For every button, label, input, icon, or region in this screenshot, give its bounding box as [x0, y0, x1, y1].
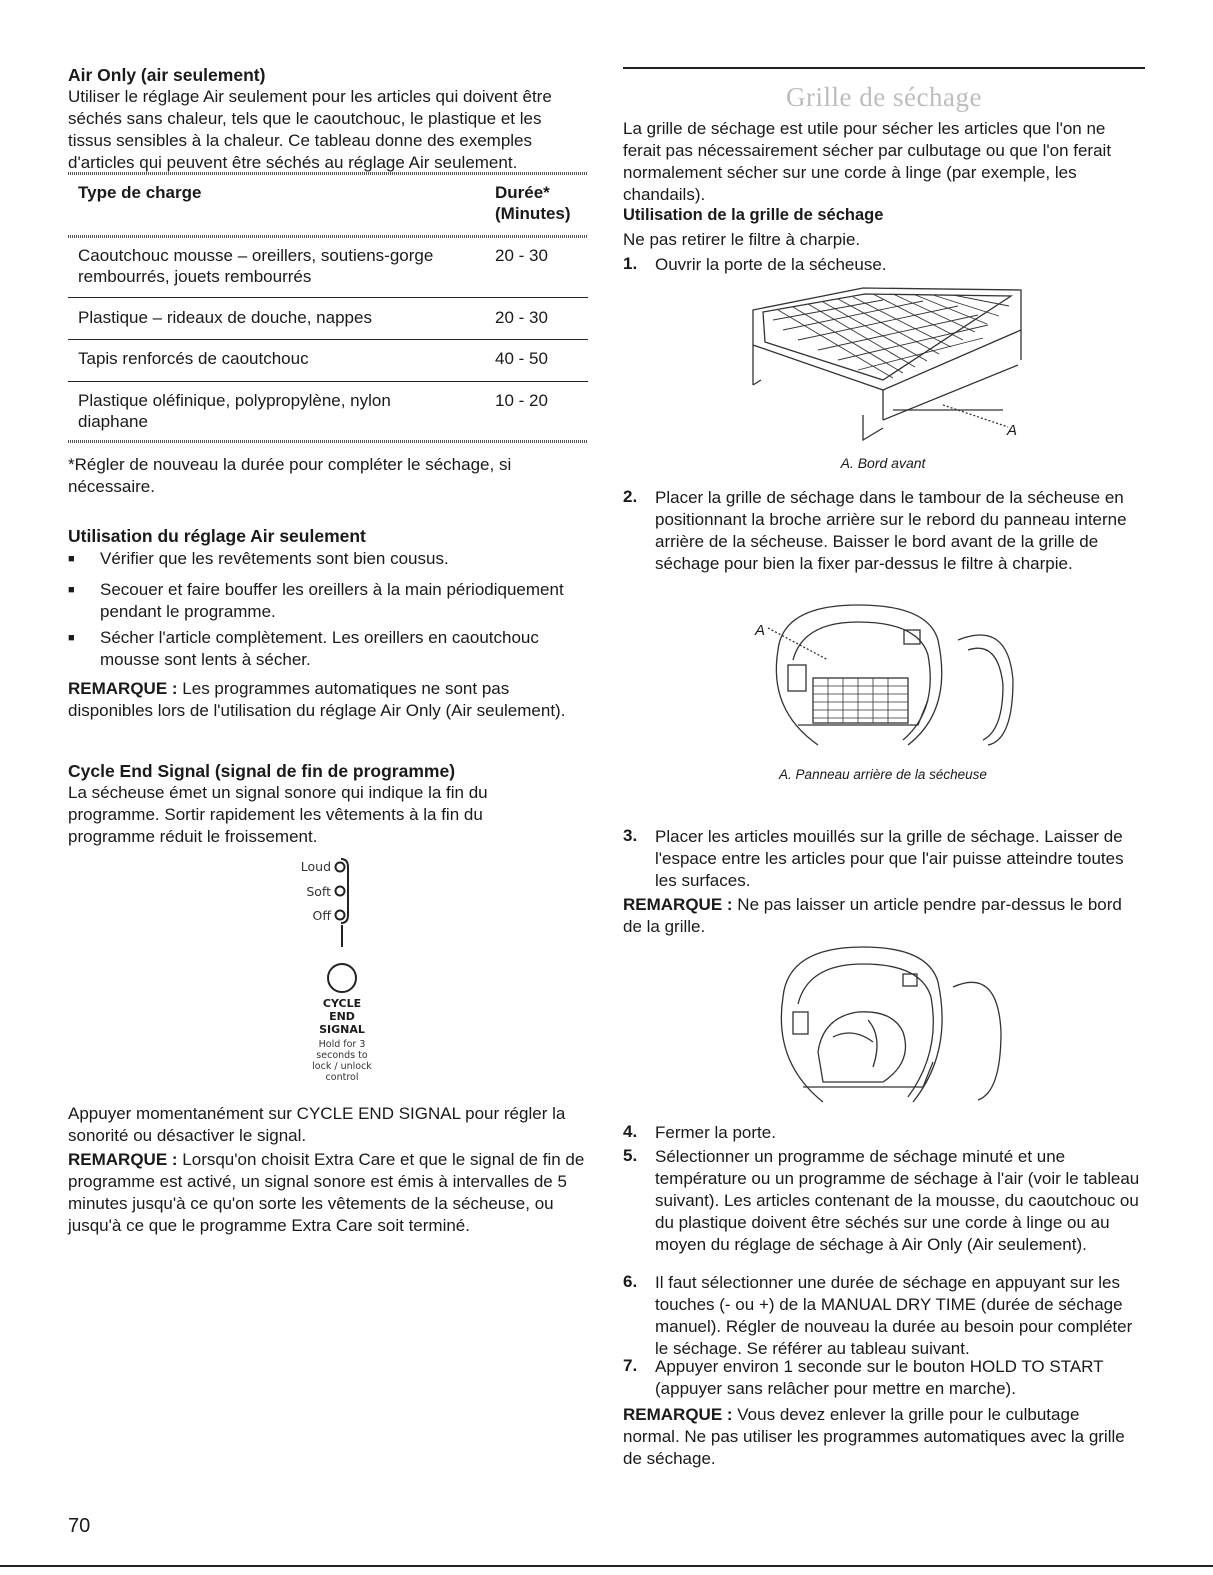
signal-title-line: SIGNAL — [319, 1023, 365, 1036]
fig2-label: A — [755, 622, 766, 639]
remark-auto-programs: REMARQUE : Les programmes automatiques ne sont pas disponibles lors de l'utilisation du réglage Air Only (Air seulement). — [68, 679, 566, 720]
col-header-type: Type de charge — [78, 183, 202, 202]
dryer-drum-rack-figure — [758, 600, 1018, 750]
bullet-icon: ■ — [68, 632, 75, 644]
table-top-rule — [68, 172, 588, 175]
no-remove-text: Ne pas retirer le filtre à charpie. — [623, 230, 861, 249]
cycle-end-signal-button-icon — [325, 961, 359, 995]
signal-hint-line: seconds to — [316, 1050, 368, 1061]
signal-title-line: END — [329, 1010, 355, 1023]
remark-extra-care: REMARQUE : Lorsqu'on choisit Extra Care et que le signal de fin de programme est activé, un signal sonore est émis à intervalles de 5 minutes jusqu'à ce qu'on sorte les vêtements de la sécheuse, ou jusqu'à ce que le programme Extra Care soit terminé. — [68, 1150, 585, 1235]
soft-label: Soft — [306, 884, 331, 899]
signal-hint-line: Hold for 3 — [318, 1039, 366, 1050]
remark-remove-rack: REMARQUE : Vous devez enlever la grille pour le culbutage normal. Ne pas utiliser les programmes automatiques avec la grille de séchage. — [623, 1405, 1125, 1468]
fig2-caption: A. Panneau arrière de la sécheuse — [779, 767, 987, 782]
table-divider — [68, 381, 588, 382]
list-item: Sécher l'article complètement. Les oreillers en caoutchouc mousse sont lents à sécher. — [100, 628, 539, 669]
air-only-heading: Air Only (air seulement) — [68, 65, 266, 85]
signal-press-text: Appuyer momentanément sur CYCLE END SIGNAL pour régler la sonorité ou désactiver le signal. — [68, 1104, 566, 1145]
signal-heading: Cycle End Signal (signal de fin de programme) — [68, 761, 456, 781]
cycle-end-signal-control — [268, 855, 408, 1085]
dryer-items-on-rack-figure — [773, 942, 1003, 1107]
signal-hint-line: control — [325, 1072, 359, 1083]
table-divider — [68, 297, 588, 298]
remark-hanging: REMARQUE : Ne pas laisser un article pendre par-dessus le bord de la grille. — [623, 895, 1122, 936]
loud-label: Loud — [300, 859, 331, 874]
signal-intro: La sécheuse émet un signal sonore qui indique la fin du programme. Sortir rapidement les vêtements à la fin du programme réduit le froissement. — [68, 783, 488, 846]
air-only-intro: Utiliser le réglage Air seulement pour les articles qui doivent être séchés sans chaleur, tels que le caoutchouc, le plastique et les tissus sensibles à la chaleur. Ce tableau donne des exemples d'articles qui peuvent être séchés au réglage Air seulement. — [68, 87, 552, 172]
section-rule — [623, 67, 1145, 69]
rack-usage-heading: Utilisation de la grille de séchage — [623, 206, 884, 224]
table-bottom-rule — [68, 440, 588, 443]
fig1-label: A — [1007, 422, 1018, 439]
signal-title-line: CYCLE — [322, 997, 362, 1010]
table-header-rule — [68, 235, 588, 238]
col-header-time: Durée* (Minutes) — [495, 183, 571, 223]
rack-intro: La grille de séchage est utile pour sécher les articles que l'on ne ferait pas nécessairement sécher par culbutage ou que l'on ferait normalement sécher sur une corde à linge (par exemple, les chandails). — [623, 119, 1112, 204]
table-footnote: *Régler de nouveau la durée pour compléter le séchage, si nécessaire. — [68, 455, 512, 496]
drying-rack-figure — [743, 280, 1033, 450]
fig1-caption: A. Bord avant — [840, 455, 926, 471]
list-item: Vérifier que les revêtements sont bien cousus. — [100, 549, 449, 568]
list-item: Secouer et faire bouffer les oreillers à la main périodiquement pendant le programme. — [100, 580, 564, 621]
page-bottom-rule — [0, 1565, 1213, 1567]
signal-level-leds-icon — [330, 855, 360, 955]
usage-bullet-list — [68, 548, 588, 678]
section-title: Grille de séchage — [786, 82, 982, 112]
table-divider — [68, 339, 588, 340]
usage-heading: Utilisation du réglage Air seulement — [68, 526, 366, 546]
bullet-icon: ■ — [68, 584, 75, 596]
off-label: Off — [312, 908, 331, 923]
signal-hint-line: lock / unlock — [312, 1061, 372, 1072]
bullet-icon: ■ — [68, 553, 75, 565]
page-number: 70 — [68, 1515, 91, 1537]
